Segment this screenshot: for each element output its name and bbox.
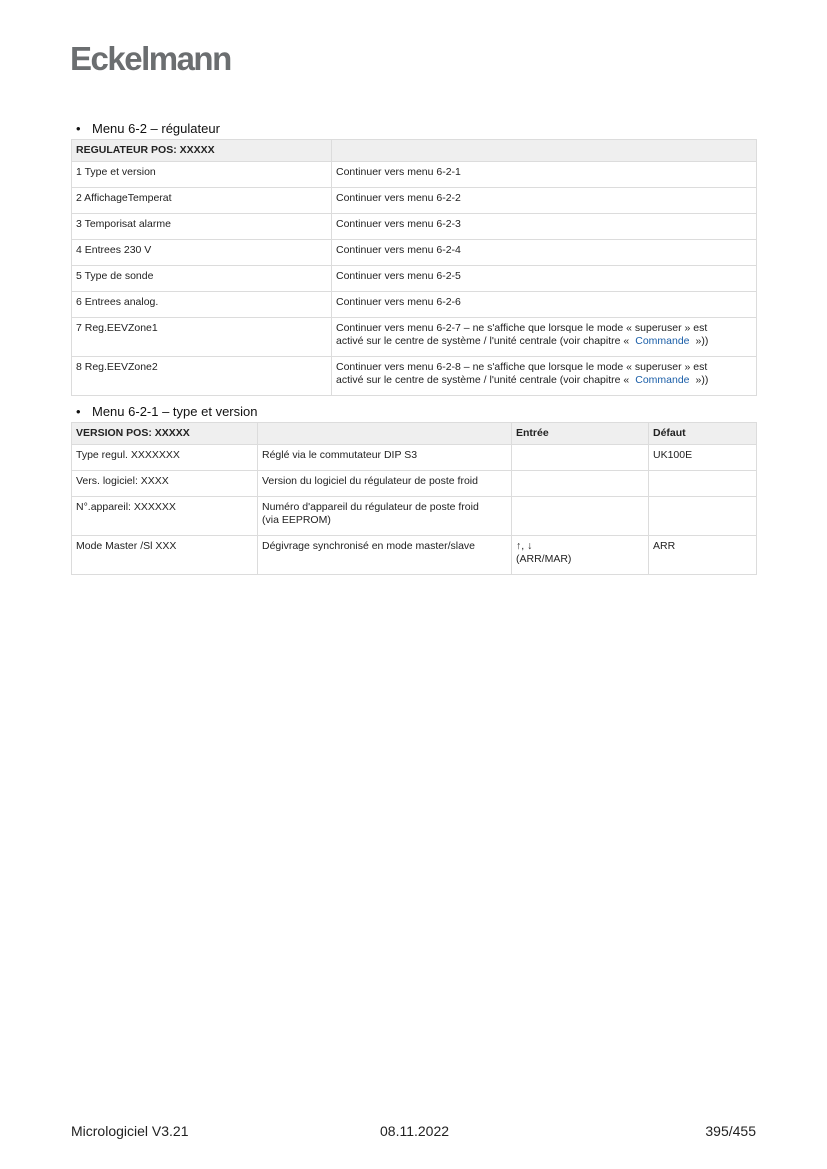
cell (258, 497, 512, 536)
version-table (71, 422, 757, 575)
table-header-cell (258, 423, 512, 445)
row-label: 6 Entrees analog. (72, 292, 332, 318)
table-row (72, 162, 757, 188)
bullet-icon: • (76, 121, 81, 136)
bullet-icon: • (76, 404, 81, 419)
cell: Mode Master /Sl XXX (72, 536, 258, 575)
row-value-text: activé sur le centre de système / l'unité centrale (voir chapitre « (336, 373, 630, 386)
row-label: 4 Entrees 230 V (72, 240, 332, 266)
table-row (72, 471, 757, 497)
footer-firmware: Micrologiciel V3.21 (71, 1123, 189, 1139)
table-header-cell (332, 140, 757, 162)
row-value: Continuer vers menu 6-2-2 (332, 188, 757, 214)
table-row (72, 445, 757, 471)
row-value-line: Continuer vers menu 6-2-8 – ne s'affiche que lorsque le mode « superuser » est (336, 361, 708, 373)
footer-date: 08.11.2022 (380, 1123, 450, 1139)
section-title-text: Menu 6-2 – régulateur (92, 121, 220, 136)
table-header-row (72, 140, 757, 162)
section-title-menu-6-2 (76, 121, 220, 136)
table-row (72, 497, 757, 536)
cell-line: Numéro d'appareil du régulateur de poste froid (262, 501, 479, 513)
row-value: Continuer vers menu 6-2-3 (332, 214, 757, 240)
table-header-cell: Entrée (512, 423, 649, 445)
row-value: Continuer vers menu 6-2-6 (332, 292, 757, 318)
table-row (72, 318, 757, 357)
row-value-line: Continuer vers menu 6-2-7 – ne s'affiche que lorsque le mode « superuser » est (336, 322, 708, 334)
table-header-cell: VERSION POS: XXXXX (72, 423, 258, 445)
row-label: 5 Type de sonde (72, 266, 332, 292)
commande-link[interactable]: Commande (635, 373, 690, 386)
cell: ARR (649, 536, 757, 575)
cell (649, 497, 757, 536)
cell: Version du logiciel du régulateur de poste froid (258, 471, 512, 497)
row-value-line (336, 374, 752, 387)
cell (512, 445, 649, 471)
row-value-text: activé sur le centre de système / l'unité centrale (voir chapitre « (336, 334, 630, 347)
cell (512, 471, 649, 497)
row-label: 1 Type et version (72, 162, 332, 188)
cell: Dégivrage synchronisé en mode master/slave (258, 536, 512, 575)
row-label: 3 Temporisat alarme (72, 214, 332, 240)
cell: Vers. logiciel: XXXX (72, 471, 258, 497)
row-value: Continuer vers menu 6-2-4 (332, 240, 757, 266)
row-value-text: »)) (695, 334, 709, 347)
section-title-menu-6-2-1 (76, 404, 257, 419)
table-header-cell: REGULATEUR POS: XXXXX (72, 140, 332, 162)
table-row (72, 240, 757, 266)
cell (649, 471, 757, 497)
cell (512, 536, 649, 575)
row-value: Continuer vers menu 6-2-1 (332, 162, 757, 188)
commande-link[interactable]: Commande (635, 334, 690, 347)
cell: Type regul. XXXXXXX (72, 445, 258, 471)
cell: Réglé via le commutateur DIP S3 (258, 445, 512, 471)
footer-page-number: 395/455 (705, 1123, 756, 1139)
section-title-text: Menu 6-2-1 – type et version (92, 404, 258, 419)
table-row (72, 536, 757, 575)
table-row (72, 188, 757, 214)
row-value (332, 357, 757, 396)
cell-line: (via EEPROM) (262, 513, 331, 526)
row-value (332, 318, 757, 357)
table-row (72, 266, 757, 292)
regulator-menu-table (71, 139, 757, 396)
row-label: 7 Reg.EEVZone1 (72, 318, 332, 357)
cell: UK100E (649, 445, 757, 471)
cell (512, 497, 649, 536)
eckelmann-logo: Eckelmann (70, 40, 231, 77)
row-label: 8 Reg.EEVZone2 (72, 357, 332, 396)
cell-line: (ARR/MAR) (516, 552, 572, 565)
row-value-text: »)) (695, 373, 709, 386)
table-row (72, 357, 757, 396)
row-value-line (336, 335, 752, 348)
table-header-row (72, 423, 757, 445)
table-header-cell: Défaut (649, 423, 757, 445)
row-value: Continuer vers menu 6-2-5 (332, 266, 757, 292)
table-row (72, 214, 757, 240)
row-label: 2 AffichageTemperat (72, 188, 332, 214)
table-row (72, 292, 757, 318)
arrow-keys-icon: ↑, ↓ (516, 540, 533, 552)
cell: N°.appareil: XXXXXX (72, 497, 258, 536)
